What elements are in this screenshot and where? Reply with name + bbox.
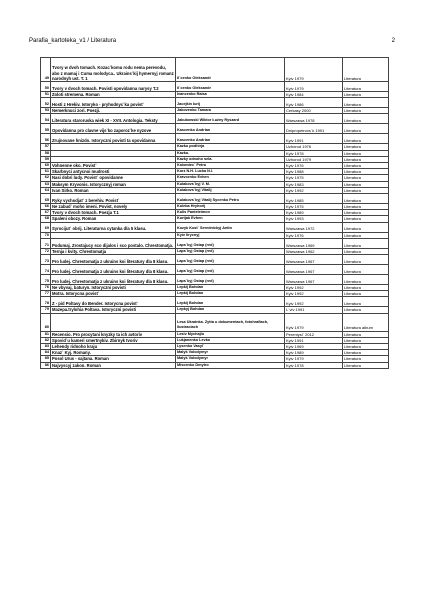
category-cell: Literatura — [343, 92, 389, 98]
category-cell: Literatura — [343, 356, 389, 362]
title-cell: Opovidanna pro clavne vijs`ko zaporoz`ke nyzove — [51, 124, 176, 134]
category-cell: Literatura — [343, 285, 389, 291]
category-cell: Literatura — [343, 255, 389, 265]
category-cell: Literatura — [343, 344, 389, 350]
title-cell: Pro ludej. Chrestomatja z ukrains koi literatury dla 8 klasu. — [51, 255, 176, 265]
author-cell: Lepkij Bohdan — [176, 285, 285, 291]
author-cell: Kurtjak Evhen — [176, 216, 285, 222]
row-number: 68 — [41, 216, 51, 222]
row-number: 79 — [41, 307, 51, 313]
place-year-cell: Cerkasy 2000 — [285, 108, 343, 114]
category-cell: Literatura — [343, 156, 389, 162]
author-cell: Laps`kyj Ostap (red) — [176, 255, 285, 265]
author-cell: Kolomiec` Petro — [176, 163, 285, 169]
category-cell: Literatura — [343, 169, 389, 175]
title-cell: Podumaj. Zrostajucy sco dijalos i sco postalo. Chrestomatja. — [51, 238, 176, 248]
row-number: 60 — [41, 163, 51, 169]
title-cell: Syrocijut` obrij. Literaturna cytanka dla 5 klasu. — [51, 222, 176, 232]
title-cell: Vohnenne oko. Povist` — [51, 163, 176, 169]
title-cell: Skarbnyci antycnoi mudrosti — [51, 169, 176, 175]
table-row — [41, 265, 389, 275]
author-cell: Kazky odnoho sela. — [176, 156, 285, 162]
place-year-cell: Kyiv 1979 — [285, 58, 343, 82]
place-year-cell: Warszawa 1972 — [285, 222, 343, 232]
title-cell: Nasi dobri ludy. Povist` opovidanne — [51, 175, 176, 181]
table-row — [41, 313, 389, 331]
author-cell: Kulis Panteleimon — [176, 210, 285, 216]
category-cell: Literatura — [343, 144, 389, 150]
category-cell: Literatura — [343, 232, 389, 238]
table-row — [41, 114, 389, 124]
author-cell: Jakovenko Tamara — [176, 108, 285, 114]
place-year-cell: Kyiv 1978 — [285, 362, 343, 368]
title-cell: Knaz` Kyj. Romany. — [51, 350, 176, 356]
category-cell: Literatura — [343, 175, 389, 181]
place-year-cell: Warszawa 1969 — [285, 238, 343, 248]
row-number: 75 — [41, 275, 51, 285]
row-number: 62 — [41, 175, 51, 181]
category-cell: Literatura — [343, 210, 389, 216]
place-year-cell: Kyiv 1984 — [285, 92, 343, 98]
row-number: 64 — [41, 187, 51, 193]
row-number: 56 — [41, 134, 51, 144]
category-cell: Literatura — [343, 337, 389, 343]
row-number: 86 — [41, 362, 51, 368]
place-year-cell: Kyiv 1992 — [285, 187, 343, 193]
author-cell: Kuzyk Kost` Serednickyj Antin — [176, 222, 285, 232]
title-cell: Lehendy ridnoho kraju — [51, 344, 176, 350]
author-cell: Kazku. — [176, 150, 285, 156]
category-cell: Literatura — [343, 163, 389, 169]
row-number: 61 — [41, 169, 51, 175]
page-header — [29, 38, 395, 48]
category-cell: Literatura — [343, 307, 389, 313]
category-cell: Literatura — [343, 331, 389, 337]
place-year-cell: Uzhorod 1976 — [285, 144, 343, 150]
title-cell: Ryky vychodjat` z berehiv. Povist` — [51, 194, 176, 204]
title-cell: Zrujnovane hnizdo. Istoryczni povisti ta opovidanna — [51, 134, 176, 144]
row-number: 81 — [41, 331, 51, 337]
place-year-cell: Kyiv 1988 — [285, 169, 343, 175]
row-number: 65 — [41, 194, 51, 204]
place-year-cell: Kyiv 1978 — [285, 150, 343, 156]
row-number: 54 — [41, 114, 51, 124]
row-number: 84 — [41, 350, 51, 356]
category-cell: Literatura — [343, 194, 389, 204]
title-cell: Z - pid Poltavy do Bender. Istorycna povist` — [51, 297, 176, 307]
title-cell: Tvory w dvoh tomach. Kozac`komu rodu nema perevodu, abo z mamaj i Cuma molodyca.. Ukrains`kij hymernyj romanz narodnyh ust. T. 1 — [51, 58, 176, 82]
place-year-cell: Kyiv 1976 — [285, 232, 343, 238]
place-year-cell: Kyiv 1985 — [285, 194, 343, 204]
row-number: 69 — [41, 222, 51, 232]
place-year-cell: Warszawa 1962 — [285, 248, 343, 254]
category-cell: Literatura — [343, 238, 389, 248]
row-number: 72 — [41, 248, 51, 254]
author-cell: Lepkyj Bohdan — [176, 307, 285, 313]
author-cell: Ivancenko Raisa — [176, 92, 285, 98]
place-year-cell: Kyiv 1992 — [285, 285, 343, 291]
author-cell: Lukjanenko Levko — [176, 337, 285, 343]
place-year-cell: Kyiv 1986 — [285, 98, 343, 108]
author-cell: Lysenko Vasyl` — [176, 344, 285, 350]
category-cell: Literatura — [343, 350, 389, 356]
row-number: 49 — [41, 58, 51, 82]
author-cell: Lepkij Bohdan — [176, 297, 285, 307]
title-cell: Ne zabud` moho imeni. Povist, novely — [51, 204, 176, 210]
row-number: 57 — [41, 144, 51, 150]
place-year-cell: Kyiv 1975 — [285, 175, 343, 181]
category-cell: Literatura — [343, 248, 389, 254]
document-title: Parafia_kartoteka_v1 / Literatura — [29, 38, 117, 44]
category-cell: Literatura — [343, 275, 389, 285]
author-cell: Kyiv lirycnyj — [176, 232, 285, 238]
place-year-cell: Kyiv 1979 — [285, 356, 343, 362]
author-cell: Jakubowski Wiktor Łużny Ryszard — [176, 114, 285, 124]
place-year-cell: Kyiv 1979 — [285, 313, 343, 331]
author-cell: Kulakovs`kyj Vitalij — [176, 187, 285, 193]
row-number: 73 — [41, 255, 51, 265]
row-number: 67 — [41, 210, 51, 216]
place-year-cell: Kyiv 1989 — [285, 210, 343, 216]
author-cell: Kascenko Andrian — [176, 134, 285, 144]
category-cell: Literatura — [343, 98, 389, 108]
row-number: 71 — [41, 238, 51, 248]
category-cell: Literatura — [343, 150, 389, 156]
title-cell: Zoloti stremena. Roman — [51, 92, 176, 98]
place-year-cell: Warszawa 1967 — [285, 255, 343, 265]
category-cell: Literatura — [343, 114, 389, 124]
table-row — [41, 134, 389, 144]
place-year-cell: Kyiv 1992 — [285, 291, 343, 297]
page-number: 2 — [391, 38, 395, 44]
title-cell: Pro ludej. Chrestomatja z ukrains koi literatury dla 8 klasu. — [51, 275, 176, 285]
place-year-cell: Kyiv 1969 — [285, 344, 343, 350]
category-cell: Literatura — [343, 187, 389, 193]
title-cell: Literatura staroruska wiek XI - XVII. Antologia. Teksty — [51, 114, 176, 124]
row-number: 76 — [41, 285, 51, 291]
place-year-cell: L`viv 1991 — [285, 307, 343, 313]
title-cell: Maksym Kryvonis. Istorycznyj roman — [51, 181, 176, 187]
author-cell: Kravcenko Evhen — [176, 175, 285, 181]
table-row — [41, 297, 389, 307]
category-cell: Literatura — [343, 124, 389, 134]
title-cell: Posol Urus - sajtana. Roman — [51, 356, 176, 362]
place-year-cell: Kyiv 1989 — [285, 350, 343, 356]
table-row — [41, 362, 389, 368]
category-cell: Literatura — [343, 297, 389, 307]
category-cell: Literatura — [343, 134, 389, 144]
row-number: 50 — [41, 82, 51, 92]
table-row — [41, 222, 389, 232]
row-number: 77 — [41, 291, 51, 297]
table-row — [41, 238, 389, 248]
table-row — [41, 194, 389, 204]
author-cell: Laps`kyj Ostap (red) — [176, 265, 285, 275]
author-cell: Kulakovs`kyj Vitalij Sycenko Petro — [176, 194, 285, 204]
category-cell: Literatura — [343, 181, 389, 187]
category-cell: Literatura — [343, 362, 389, 368]
row-number: 51 — [41, 92, 51, 98]
row-number: 85 — [41, 356, 51, 362]
table-row — [41, 275, 389, 285]
place-year-cell: Kyiv 1976 — [285, 163, 343, 169]
place-year-cell: Kyiv 1991 — [285, 134, 343, 144]
author-cell: Korz N.H. Lucka N.I. — [176, 169, 285, 175]
place-year-cell: Warszawa 1967 — [285, 265, 343, 275]
place-year-cell: Kyiv 1993 — [285, 216, 343, 222]
table-row — [41, 82, 389, 92]
category-cell: Literatura — [343, 222, 389, 232]
place-year-cell: Kyiv 1992 — [285, 297, 343, 307]
author-cell: Lesa Ukrainka. Zytta u dokumentach, fotohrafiach, ilustraciach — [176, 313, 285, 331]
row-number: 83 — [41, 344, 51, 350]
row-number: 66 — [41, 204, 51, 210]
place-year-cell: Warszawa 1978 — [285, 114, 343, 124]
title-cell: Ternja i kvity. Chrestomatja — [51, 248, 176, 254]
table-row — [41, 58, 389, 82]
title-cell: Nemerknuci zori. Poezji. — [51, 108, 176, 114]
author-cell: Malyk Volodymyr — [176, 356, 285, 362]
title-cell: Ne vbyvaj, baturyn. Istoryczni povisti — [51, 285, 176, 291]
place-year-cell: Uzhorod 1979 — [285, 156, 343, 162]
title-cell: Tvory v dvoch tomach. Povisti opovidanna narysy T.2 — [51, 82, 176, 92]
category-cell: Literatura — [343, 82, 389, 92]
category-cell: Literatura album — [343, 313, 389, 331]
author-cell: Laps`kyj Ostap (red) — [176, 238, 285, 248]
table-row — [41, 255, 389, 265]
author-cell: Il`cenko Oleksandr — [176, 82, 285, 92]
row-number: 55 — [41, 124, 51, 134]
category-cell: Literatura — [343, 265, 389, 275]
row-number: 58 — [41, 150, 51, 156]
author-cell: Laps`kyj Ostap (red) — [176, 275, 285, 285]
row-number: 70 — [41, 232, 51, 238]
row-number: 74 — [41, 265, 51, 275]
place-year-cell: Peremysl` 2012 — [285, 331, 343, 337]
author-cell: Lesiv Mychajlo — [176, 331, 285, 337]
category-cell: Literatura — [343, 216, 389, 222]
category-cell: Literatura — [343, 204, 389, 210]
author-cell: Kazku podhirja — [176, 144, 285, 150]
title-cell: Ivan Sirko. Roman — [51, 187, 176, 193]
row-number: 53 — [41, 108, 51, 114]
author-cell: Jacejkin Iurij — [176, 98, 285, 108]
row-number: 52 — [41, 98, 51, 108]
category-cell: Literatura — [343, 108, 389, 114]
title-cell: Spaleni obozy. Roman — [51, 216, 176, 222]
title-cell: Pro ludej. Chrestomatja z ukrains koi literatury dla 8 klasu. — [51, 265, 176, 275]
row-number: 82 — [41, 337, 51, 343]
place-year-cell: Kyiv 1991 — [285, 337, 343, 343]
title-cell: Spovid`u kameri cmertnykiv. Zbirnyk tvoriv — [51, 337, 176, 343]
author-cell: Malyk Volodymyr — [176, 350, 285, 356]
title-cell — [51, 313, 176, 331]
row-number: 63 — [41, 181, 51, 187]
row-number: 59 — [41, 156, 51, 162]
author-cell: Lepkij Bohdan — [176, 291, 285, 297]
author-cell: Il`cenko Oleksandr — [176, 58, 285, 82]
category-cell: Literatura — [343, 291, 389, 297]
row-number: 78 — [41, 297, 51, 307]
catalog-table — [40, 57, 389, 369]
title-cell: Hosti z Hrekiv. Istoryko - pryhodnyc`ka povist` — [51, 98, 176, 108]
place-year-cell: Kyiv 1979 — [285, 82, 343, 92]
author-cell: Kuleba Hryhorij — [176, 204, 285, 210]
title-cell: Motra. Istorycna povist` — [51, 291, 176, 297]
title-cell: Recensio. Pro procytani knyzky ta ich avtoriv — [51, 331, 176, 337]
place-year-cell: Warszawa 1967 — [285, 275, 343, 285]
catalog-table-body — [41, 58, 389, 369]
title-cell: Najvyscyj zakon. Roman — [51, 362, 176, 368]
title-cell: Mazepa.trylohia Poltava. Istoryczni povisti — [51, 307, 176, 313]
author-cell: Miscenko Dmytro — [176, 362, 285, 368]
table-row — [41, 98, 389, 108]
author-cell: Kulakovs`kyj V. M. — [176, 181, 285, 187]
title-cell: Tvory v dvoch tomach. Poezja T.1 — [51, 210, 176, 216]
author-cell: Laps`kyj Ostap (red) — [176, 248, 285, 254]
place-year-cell: Dnipropetrovs`k 1991 — [285, 124, 343, 134]
table-row — [41, 124, 389, 134]
row-number: 80 — [41, 313, 51, 331]
place-year-cell: Kyiv 1983 — [285, 181, 343, 187]
author-cell: Kascenko Andrian — [176, 124, 285, 134]
category-cell: Literatura — [343, 58, 389, 82]
place-year-cell: Kyiv 1975 — [285, 204, 343, 210]
